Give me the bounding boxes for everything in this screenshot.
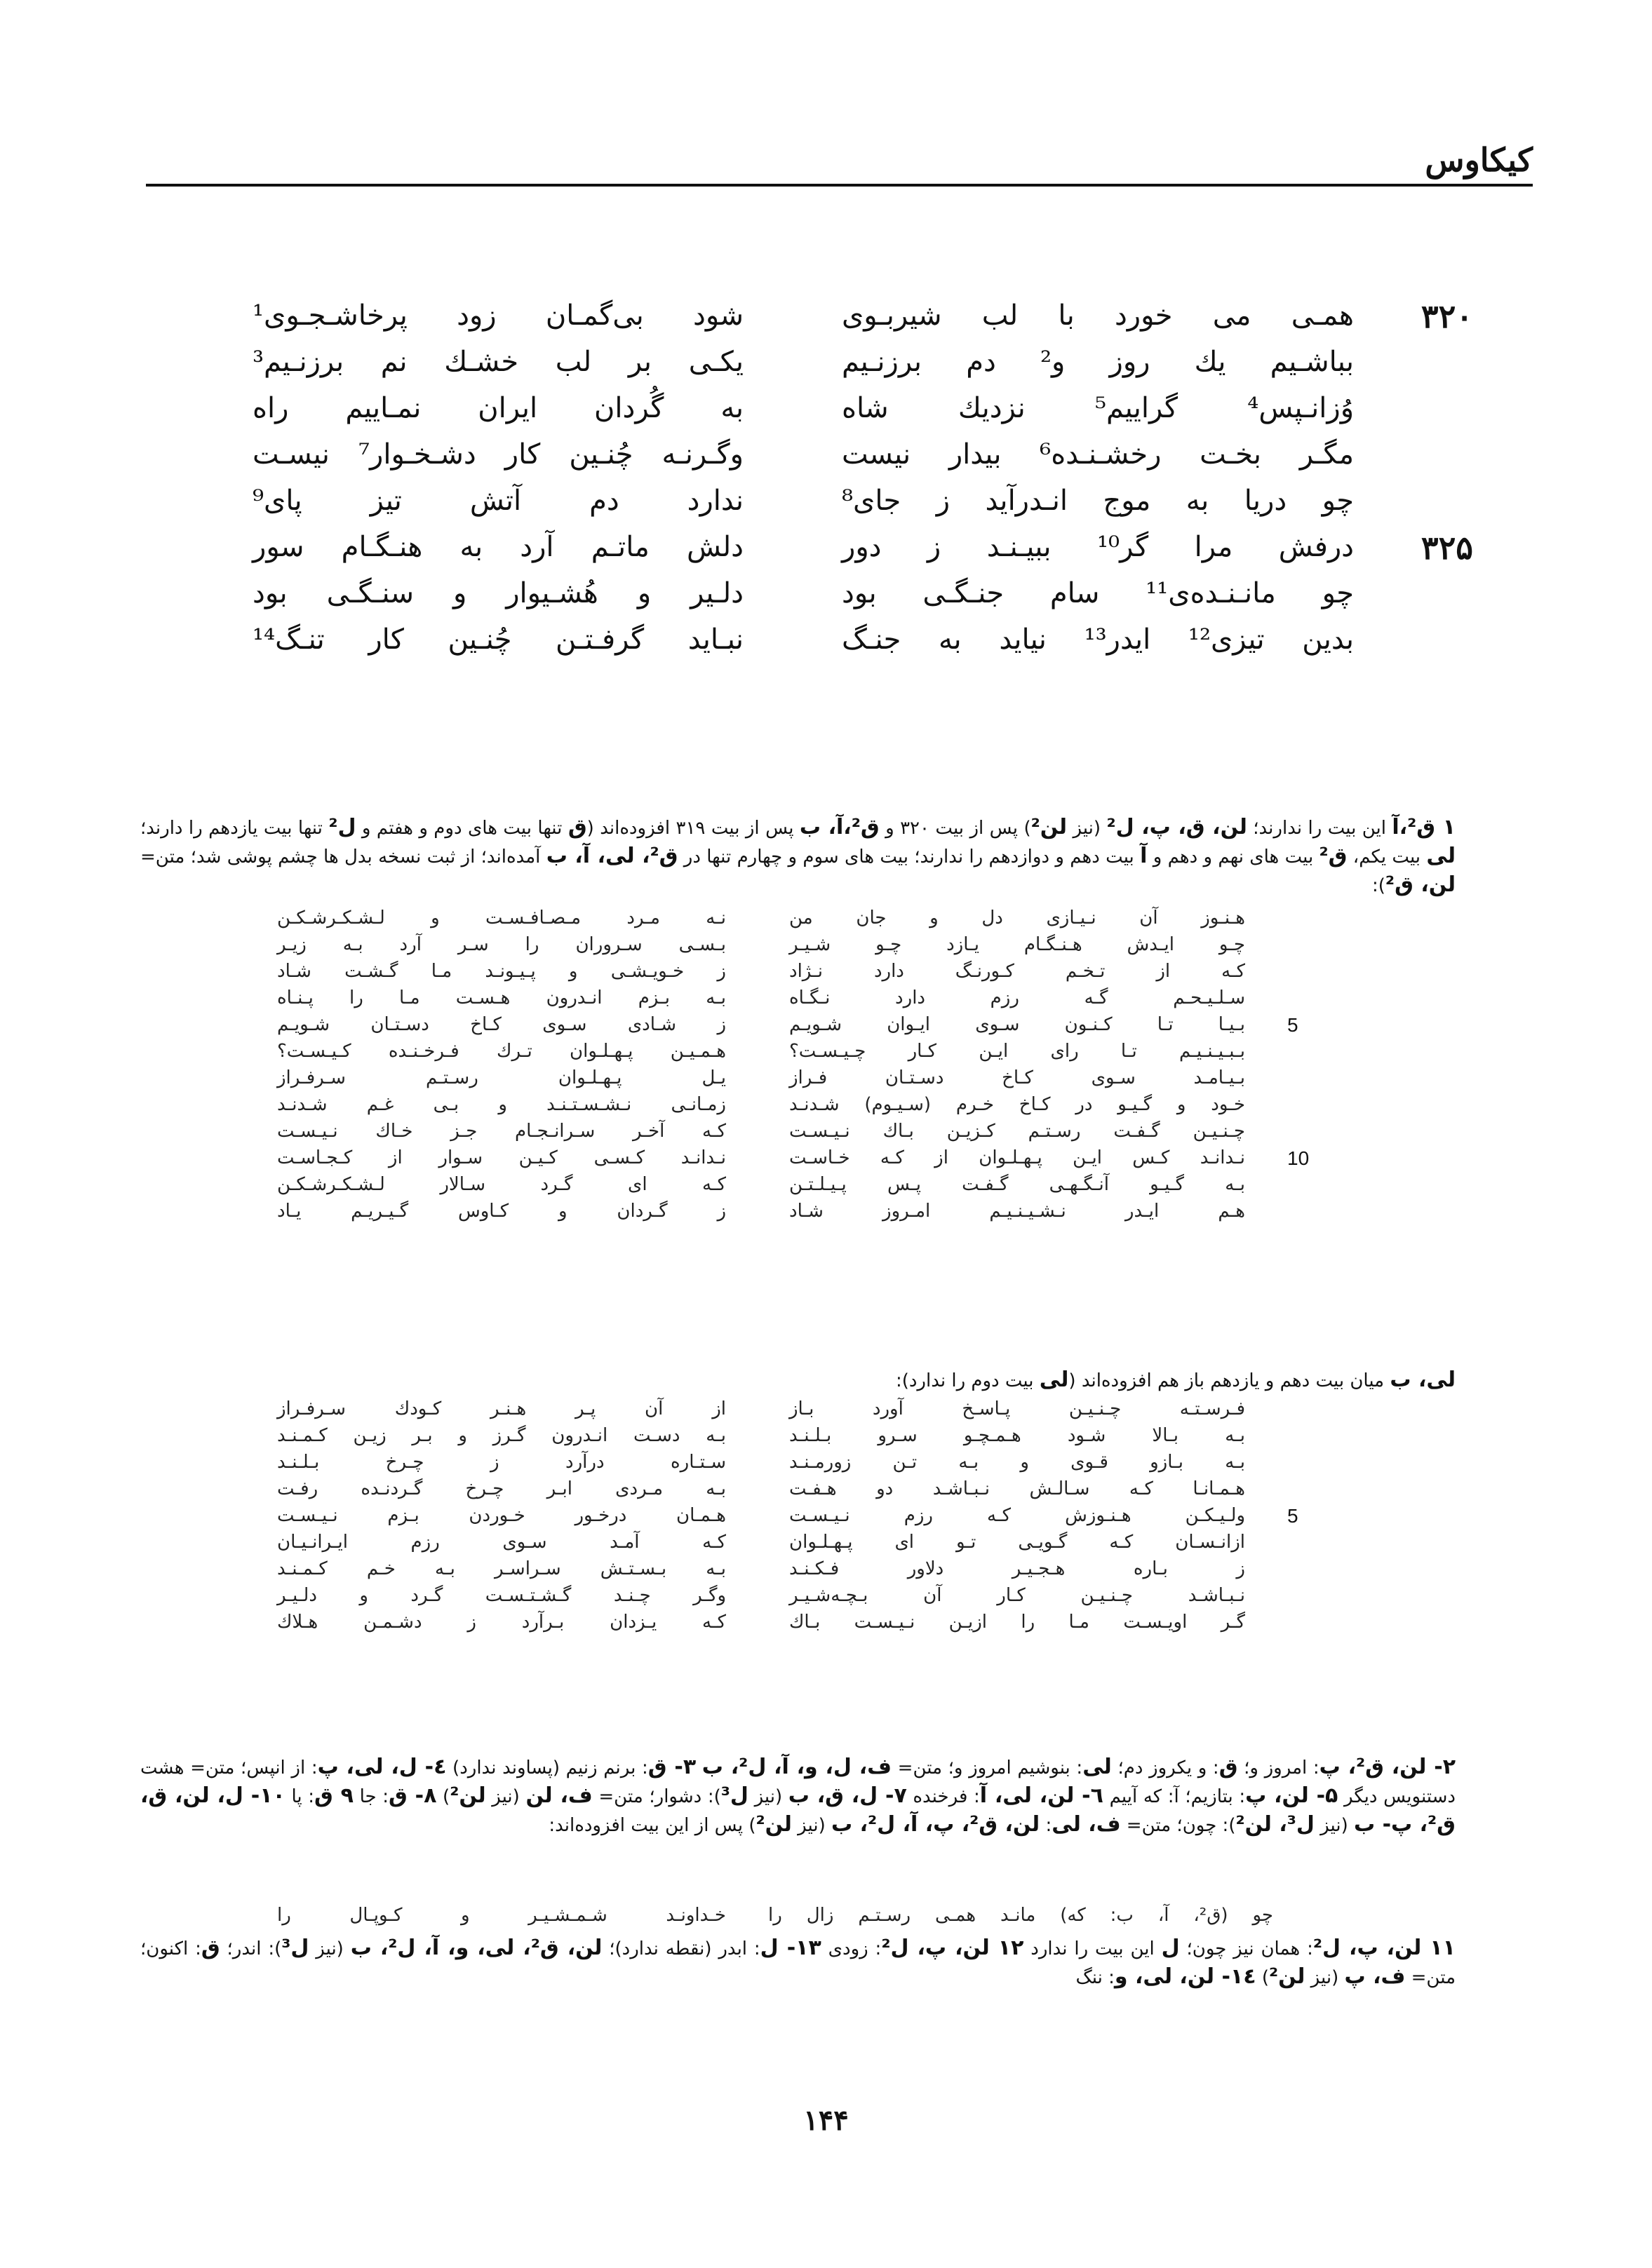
note-text: : برنم زنیم (پساوند ندارد) — [446, 1757, 648, 1778]
rich-text — [140, 814, 1456, 900]
sub-verse-row — [140, 1422, 1456, 1449]
sub-verse-right: هـم ایـدر نـشـیـنـیـم امـروز شـاد — [789, 1201, 1245, 1222]
sub-verse-row — [140, 1609, 1456, 1635]
note-text: : جا — [353, 1786, 389, 1807]
note-text: (نیز — [748, 1786, 788, 1807]
sub-verse-right: ز بـاره هـجـیـر دلاور فـکـنـد — [789, 1558, 1245, 1579]
note-text: ) — [1256, 1967, 1270, 1988]
sub-verse-row — [140, 1118, 1456, 1145]
sub-verse-row — [140, 1171, 1456, 1198]
verse-left-hemistich: دلـیر و هُشـیوار و سنـگـی بود — [253, 577, 744, 609]
sub-verse-right: هـنـوز آن نـیـازی دل و جان من — [789, 907, 1245, 929]
note-text: : بتازیم؛ آ: که آییم — [1103, 1786, 1246, 1807]
sub-verse-block — [140, 905, 1456, 1224]
sub-verse-row — [140, 1502, 1456, 1529]
verse-right-hemistich: همـی می خورد با لب شیربـوی — [842, 299, 1354, 332]
verse-left-hemistich: دلش ماتـم آرد به هنـگـام سور — [253, 531, 744, 563]
sub-verse-row — [140, 1091, 1456, 1118]
manuscript-siglum: ۸- ق — [389, 1783, 437, 1808]
manuscript-siglum: لن، ق²، لی، و، آ، ل²، ب — [350, 1936, 603, 1960]
manuscript-siglum: لن² — [1030, 815, 1068, 839]
verse-right-hemistich: چو مانـنـده‌ی¹¹ سام جنـگـی بود — [842, 577, 1355, 609]
footnotes-11-14 — [140, 1934, 1456, 1992]
note-text: : پا — [285, 1786, 315, 1807]
manuscript-siglum: ق — [1218, 1755, 1238, 1779]
manuscript-siglum: ل³، لن² — [1235, 1812, 1315, 1837]
manuscript-siglum: ل — [1161, 1936, 1180, 1960]
note-text: : ننگ — [1075, 1967, 1115, 1988]
sub-verse-right: بـیـامـد سـوی کـاخ دسـتـان فـراز — [789, 1067, 1245, 1088]
note-text: : ابدر (نقطه ندارد)؛ — [602, 1938, 760, 1959]
note-text: این بیت را ندارد — [1023, 1938, 1162, 1959]
manuscript-siglum: ۵- لن، پ — [1245, 1783, 1338, 1808]
header-rule — [146, 184, 1533, 187]
sub-verse-right: سـلـیـحـم گـه رزم دارد نـگـاه — [789, 987, 1245, 1008]
manuscript-siglum: ف، پ — [1344, 1964, 1406, 1989]
verse-right-hemistich: بدین تیزی¹² ایدر¹³ نیاید به جنـگ — [842, 623, 1355, 656]
sub-verse-row — [140, 985, 1456, 1011]
manuscript-siglum: ل³ — [281, 1936, 309, 1960]
sub-verse-left: کـه ای گـرد سـالار لـشـکـرشـکـن — [277, 1174, 726, 1195]
sub-verse-left: بـه بـسـتـش سـراسـر بـه خـم کـمـنـد — [277, 1558, 726, 1579]
sub-verse-row — [140, 1582, 1456, 1609]
sub-verse-right: فـرسـتـه چـنـیـن پـاسـخ آورد بـاز — [789, 1398, 1245, 1419]
verse-right-hemistich: وُزانـپس⁴ گراییم⁵ نزدیك شاه — [842, 392, 1355, 424]
line-number: 5 — [1287, 1505, 1298, 1527]
added-verse — [140, 1902, 1456, 1930]
sub-verse-right: ازانـسـان کـه گـویـی تـو ای پـهـلـوان — [789, 1532, 1245, 1553]
sub-verse-row — [140, 958, 1456, 985]
note-text: : فرخنده — [906, 1786, 980, 1807]
manuscript-siglum: ۱۱ لن، پ، ل² — [1312, 1936, 1456, 1960]
note-text: : از انپس؛ متن= هشت دستنویس دیگر — [140, 1757, 1456, 1807]
manuscript-siglum: لی — [1426, 844, 1456, 868]
manuscript-siglum: ف، لی — [1052, 1812, 1121, 1837]
sub-verse-left: هـمـیـن پـهـلـوان تـرك فـرخـنـده کـیـسـت؟ — [277, 1041, 726, 1062]
note-text: ) پس از این بیت افزوده‌اند: — [549, 1815, 756, 1836]
verse-left-hemistich: وگـرنـه چُنـین کار دشـخـوار⁷ نیسـت — [253, 438, 744, 471]
sub-verse-right: بـه بـازو قـوی و بـه تـن زورمـنـد — [789, 1452, 1245, 1473]
manuscript-siglum: لی — [1039, 1368, 1069, 1392]
sub-verse-right: ولـیـکـن هـنـوزش کـه رزم نـیـسـت — [789, 1505, 1245, 1526]
verse-number: ۳۲۰ — [1421, 297, 1473, 335]
sub-verse-left: بـه مـردی ابـر چـرخ گـردنـده رفـت — [277, 1478, 726, 1499]
note-text: (نیز — [1305, 1967, 1345, 1988]
sub-verse-left: ز خـویـشـی و پـیـونـد مـا گـشـت شـاد — [277, 961, 726, 982]
manuscript-siglum: لی، ب — [1390, 1368, 1456, 1392]
verse-left-hemistich: ندارد دم آتش تیز پای⁹ — [253, 485, 744, 517]
rich-text — [140, 1934, 1456, 1992]
note-text: این بیت را ندارند؛ — [1247, 818, 1392, 839]
note-text: : بنوشیم امروز و؛ متن= — [892, 1757, 1083, 1778]
sub-verse-right: چـو ایـدش هـنـگـام یـازد چـو شـیـر — [789, 934, 1245, 955]
note-text: (نیز — [1314, 1815, 1354, 1836]
verse-row — [253, 572, 1473, 619]
sub-verse-row — [140, 1476, 1456, 1502]
sub-verse-left: بـه دسـت انـدرون گـرز و بـر زیـن کـمـنـد — [277, 1425, 726, 1446]
sub-verse-row — [140, 1396, 1456, 1422]
verse-left-hemistich: شود بی‌گمـان زود پرخاشـجـوی¹ — [253, 299, 744, 332]
main-verses — [253, 295, 1473, 665]
manuscript-siglum: ١٤- لن، لی، و — [1114, 1964, 1256, 1989]
manuscript-siglum: ق — [201, 1936, 220, 1960]
verse-right-hemistich: چو دریا به موج انـدرآید ز جای⁸ — [842, 485, 1354, 517]
verse-right-hemistich: درفش مرا گر¹⁰ ببیـنـد ز دور — [842, 531, 1354, 563]
note-text: بیت دوم را ندارد): — [895, 1370, 1040, 1391]
sub-verse-right: چـنـیـن گـفـت رسـتـم کـزیـن بـاك نـیـسـت — [789, 1121, 1245, 1142]
note-text: : زودی — [821, 1938, 882, 1959]
footnote-verse-block-1 — [140, 905, 1456, 1368]
sub-verse-right: نـدانـد کـس ایـن پـهـلـوان از کـه خـاسـت — [789, 1147, 1245, 1168]
note-text: ): دشوار؛ متن= — [592, 1786, 721, 1807]
sub-verse-row — [140, 1065, 1456, 1091]
verse-row — [253, 433, 1473, 480]
note-text: ) — [436, 1786, 450, 1807]
note-text: بیت یکم، — [1347, 846, 1427, 868]
sub-verse-right: بـه بـالا شـود هـمـچـو سـرو بـلـنـد — [789, 1425, 1245, 1446]
note-text: (نیز — [309, 1938, 351, 1959]
sub-verse-left: از آن پـر هـنـر کـودك سـرفـراز — [277, 1398, 726, 1419]
manuscript-siglum: ۱ ق²،آ — [1392, 815, 1456, 839]
note-text: : اکنون؛ متن= — [140, 1938, 1456, 1988]
note-text: (نیز — [485, 1786, 526, 1807]
footnote-1-intro — [140, 814, 1456, 900]
footnotes-2-10 — [140, 1753, 1456, 1840]
sub-verse-block — [140, 1396, 1456, 1635]
sub-verse-right: نـبـاشـد چـنـیـن کـار آن بـچـه‌شـیـر — [789, 1585, 1245, 1606]
verse-right-hemistich: بباشـیم یك روز و² دم برزنـیم — [842, 346, 1354, 378]
sub-verse-right: بـبـیـنـیـم تـا رای ایـن کـار چـیـسـت؟ — [789, 1041, 1245, 1062]
verse-row — [253, 295, 1473, 341]
manuscript-siglum: ل² — [328, 815, 356, 839]
footnote-block-2-intro — [140, 1366, 1456, 1395]
note-text: : و یکروز دم؛ — [1111, 1757, 1219, 1778]
line-number: 5 — [1287, 1014, 1298, 1036]
note-text: بیت های نهم و دهم و — [1147, 846, 1319, 868]
rich-text — [140, 1753, 1456, 1840]
verse-left-hemistich: نبـاید گرفـتـن چُنـین کار تنـگ¹⁴ — [253, 623, 744, 656]
note-text — [696, 1757, 702, 1778]
note-text: : امروز و؛ — [1237, 1757, 1319, 1778]
sub-verse-row — [140, 1555, 1456, 1582]
sub-verse-row — [140, 1145, 1456, 1171]
manuscript-siglum: ۱۲ لن، پ، ل² — [881, 1936, 1024, 1960]
sub-verse-row — [140, 1902, 1456, 1929]
manuscript-siglum: لن² — [450, 1783, 486, 1808]
sub-verse-row — [140, 1529, 1456, 1555]
verse-row — [253, 480, 1473, 526]
note-text: تنها بیت یازدهم را دارند؛ — [140, 818, 329, 839]
verse-row — [253, 526, 1473, 572]
manuscript-siglum: ق — [568, 815, 587, 839]
note-text: : — [1040, 1815, 1052, 1836]
manuscript-siglum: ل³ — [720, 1783, 748, 1808]
manuscript-siglum: لن² — [756, 1812, 792, 1837]
note-text: ) پس از بیت ۳۲۰ و — [879, 818, 1031, 839]
sub-verse-left: بـسـی سـروران را سـر آرد بـه زیـر — [277, 934, 726, 955]
sub-verse-left: بـه بـزم انـدرون هـسـت مـا را پـنـاه — [277, 987, 726, 1008]
footnote-verse-block-2 — [140, 1396, 1456, 1746]
sub-verse-left: ز شـادی سـوی کـاخ دسـتـان شـویـم — [277, 1014, 726, 1035]
sub-verse-row — [140, 1038, 1456, 1065]
manuscript-siglum: ۷- ل، ق، ب — [788, 1783, 907, 1808]
sub-verse-right: خـود و گـیـو در کـاخ خـرم (سـیـوم) شـدنـد — [789, 1094, 1245, 1115]
manuscript-siglum: ۲- لن، ق²، پ — [1319, 1755, 1456, 1779]
sub-verse-left: زمـانـی نـشـسـتـنـد و بـی غـم شـدنـد — [277, 1094, 726, 1115]
manuscript-siglum: ٤- ل، لی، پ — [317, 1755, 447, 1779]
sub-verse-left: هـمـان درخـور خـوردن بـزم نـیـسـت — [277, 1505, 726, 1526]
manuscript-siglum: ق² — [1319, 844, 1348, 868]
note-text: ): اندر؛ — [220, 1938, 282, 1959]
verse-right-hemistich: مگـر بخـت رخشـنـده⁶ بیدار نیست — [842, 438, 1354, 471]
sub-verse-left: کـه یـزدان بـرآرد ز دشـمـن هـلاك — [277, 1612, 726, 1633]
sub-verse-right: گـر اویـسـت مـا را ازیـن نـیـسـت بـاك — [789, 1612, 1245, 1633]
manuscript-siglum: لی — [1082, 1755, 1112, 1779]
note-text: آمده‌اند؛ از ثبت نسخه بدل ها چشم پوشی شد؛ متن= — [140, 846, 546, 868]
manuscript-siglum: ۳- ق — [647, 1755, 697, 1779]
manuscript-siglum: لن، ق² — [1385, 872, 1456, 897]
note-text: میان بیت دهم و یازدهم باز هم افزوده‌اند ( — [1068, 1370, 1390, 1391]
manuscript-siglum: ق²،آ، ب — [799, 815, 880, 839]
note-text: تنها بیت های دوم و هفتم و — [356, 818, 568, 839]
sub-verse-left: وگـر چـنـد گـشـتـسـت گـرد و دلـیـر — [277, 1585, 726, 1606]
sub-verse-row — [140, 1011, 1456, 1038]
sub-verse-right: کـه از تـخـم کـورنـگ دارد نـژاد — [789, 961, 1245, 982]
sub-verse-left: کـه آخـر سـرانـجـام جـز خـاك نـیـسـت — [277, 1121, 726, 1142]
sub-verse-left: سـتـاره درآرد ز چـرخ بـلـنـد — [277, 1452, 726, 1473]
manuscript-siglum: ٦- لن، لی، آ — [979, 1783, 1103, 1808]
page-number: ۱۴۴ — [803, 2104, 849, 2137]
verse-number: ۳۲۵ — [1421, 529, 1473, 567]
verse-left-hemistich: یکـی بر لب خشـك نم برزنـیم³ — [253, 346, 744, 378]
note-text: پس از بیت ۳۱۹ افزوده‌اند ( — [586, 818, 800, 839]
added-verse-left: خـداونـد شـمـشـیـر و کـوپـال را — [277, 1905, 726, 1926]
line-number: 10 — [1287, 1147, 1310, 1169]
sub-verse-row — [140, 1449, 1456, 1476]
manuscript-siglum: ۹ ق — [314, 1783, 354, 1808]
sub-verse-left: یـل پـهـلـوان رسـتـم سـرفـراز — [277, 1067, 726, 1088]
manuscript-siglum: ف، ل، و، آ، ل²، ب — [701, 1755, 892, 1779]
note-text: بیت دهم و دوازدهم را ندارند؛ بیت های سوم و چهارم تنها در — [678, 846, 1141, 868]
note-text: (نیز — [1067, 818, 1107, 839]
sub-verse-left: نـدانـد کـسـی کـیـن سـوار از کـجـاسـت — [277, 1147, 726, 1168]
running-title: کیکاوس — [1425, 141, 1533, 179]
note-text: ): — [1372, 875, 1385, 896]
manuscript-siglum: ق²، لی، آ، ب — [546, 844, 678, 868]
verse-row — [253, 341, 1473, 387]
manuscript-siglum: لن، ق²، پ، آ، ل²، ب — [831, 1812, 1040, 1837]
sub-verse-left: نـه مـرد مـصـافـسـت و لـشـکـرشـکـن — [277, 907, 726, 929]
verse-left-hemistich: به گُردان ایران نمـاییم راه — [253, 392, 744, 424]
sub-verse-row — [140, 931, 1456, 958]
note-text: (نیز — [791, 1815, 831, 1836]
verse-row — [253, 619, 1473, 665]
sub-verse-row — [140, 1198, 1456, 1224]
sub-verse-row — [140, 905, 1456, 931]
sub-verse-left: کـه آمـد سـوی رزم ایـرانـیـان — [277, 1532, 726, 1553]
manuscript-siglum: ۱۰- ل، لن، ق، ق²، پ- ب — [140, 1783, 1456, 1837]
manuscript-siglum: لن² — [1269, 1964, 1305, 1989]
added-verse-right: چو (ق²، آ، ب: که) مانـد همـی رسـتـم زال را — [768, 1905, 1273, 1926]
note-text: ): چون؛ متن= — [1120, 1815, 1236, 1836]
manuscript-siglum: ۱۳- ل — [760, 1936, 821, 1960]
manuscript-siglum: لن، ق، پ، ل² — [1106, 815, 1247, 839]
sub-verse-right: بـه گـیـو آنـگـهـی گـفـت پـس پـیـلـتـن — [789, 1174, 1245, 1195]
verse-row — [253, 387, 1473, 433]
added-verse-row — [140, 1902, 1456, 1929]
manuscript-siglum: ف، لن — [525, 1783, 593, 1808]
sub-verse-left: ز گـردان و کـاوس گـیـریـم یـاد — [277, 1201, 726, 1222]
note-text: : همان نیز چون؛ — [1179, 1938, 1313, 1959]
rich-text — [140, 1366, 1456, 1395]
sub-verse-right: هـمـانـا کـه سـالـش نـبـاشـد دو هـفـت — [789, 1478, 1245, 1499]
sub-verse-right: بـیـا تـا کـنـون سـوی ایـوان شـویـم — [789, 1014, 1245, 1035]
manuscript-siglum: آ — [1140, 844, 1148, 868]
